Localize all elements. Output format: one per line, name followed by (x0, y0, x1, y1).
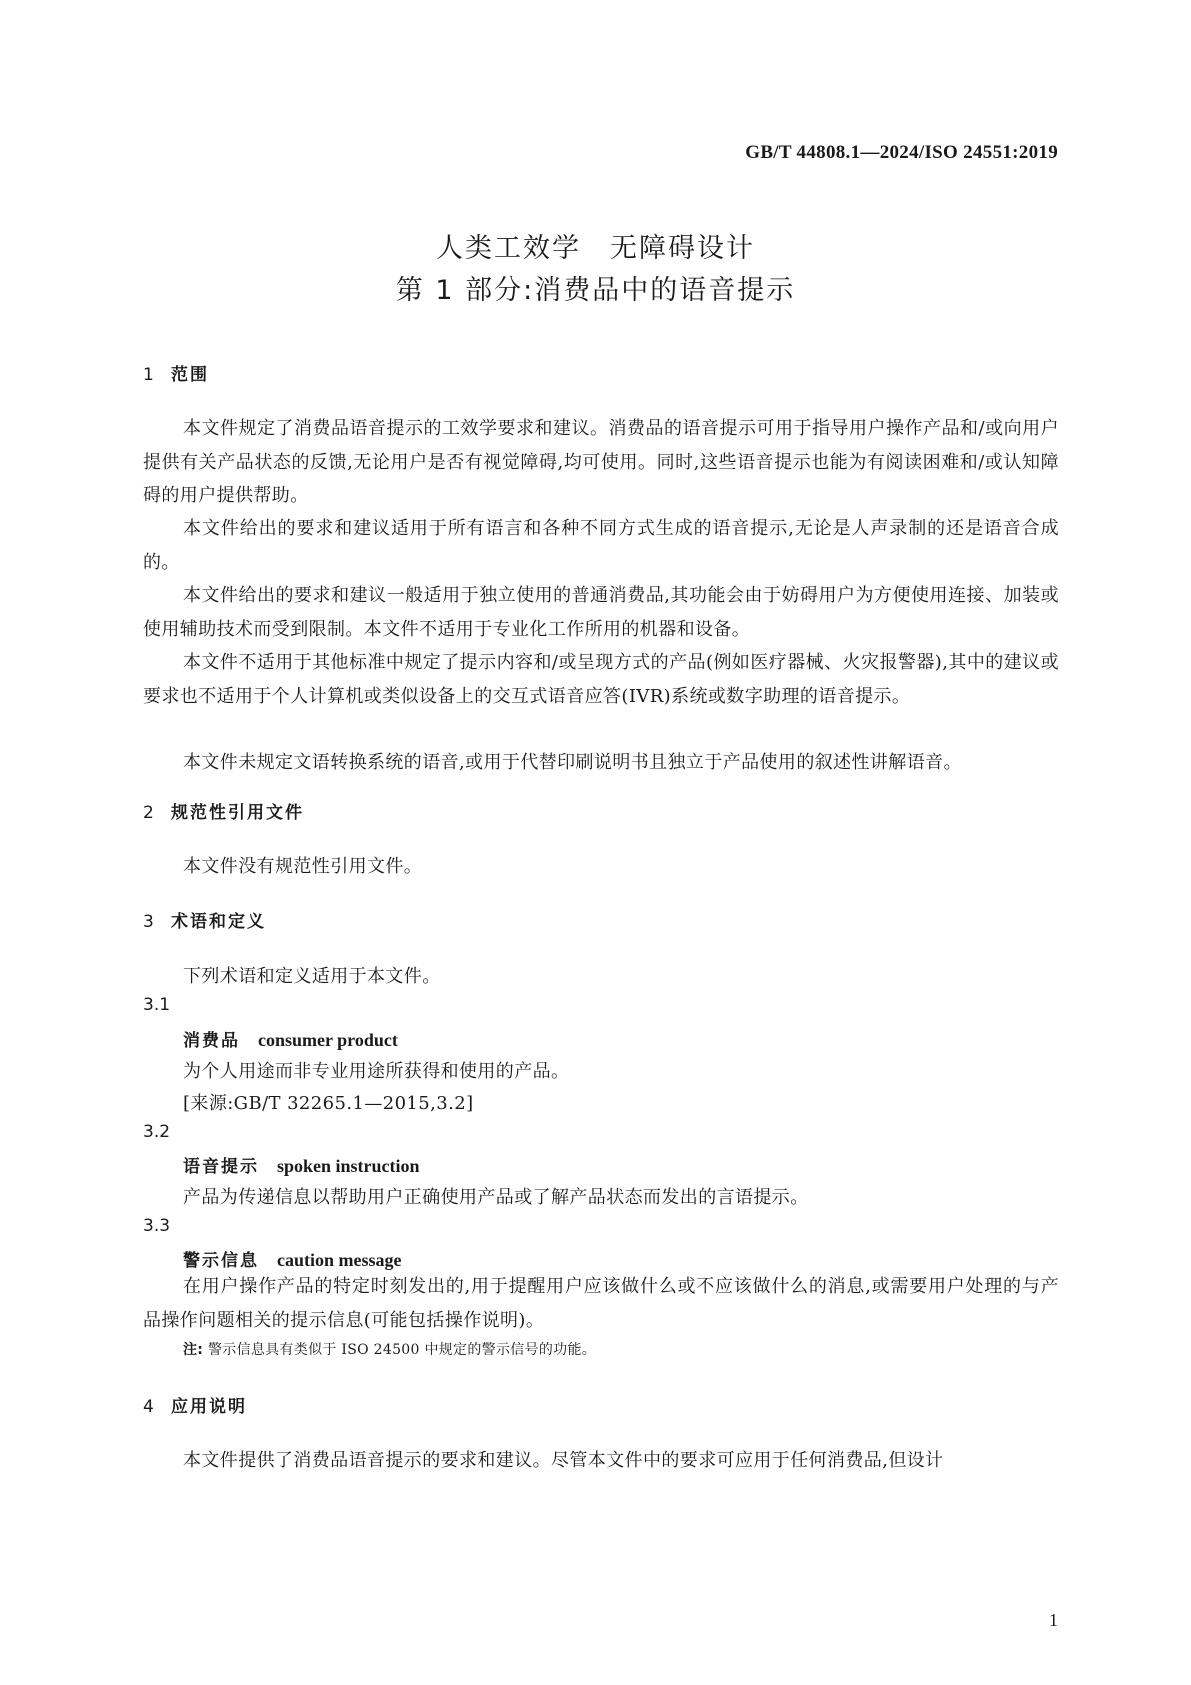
term-number: 3.1 (143, 995, 171, 1015)
standard-number: GB/T 44808.1—2024/ISO 24551:2019 (745, 142, 1058, 163)
section-1-paragraph-1: 本文件规定了消费品语音提示的工效学要求和建议。消费品的语音提示可用于指导用户操作产品和/或向用户提供有关产品状态的反馈,无论用户是否有视觉障碍,均可使用。同时,这些语音提示也能为有阅读困难和/或认知障碍的用户提供帮助。 (143, 418, 1059, 506)
section-title: 术语和定义 (171, 912, 266, 932)
term-definition: 在用户操作产品的特定时刻发出的,用于提醒用户应该做什么或不应该做什么的消息,或需要用户处理的与产品操作问题相关的提示信息(可能包括操作说明)。 (143, 1276, 1059, 1331)
section-2-text: 本文件没有规范性引用文件。 (183, 856, 423, 877)
section-2-heading (143, 798, 304, 823)
page-number: 1 (1049, 1610, 1058, 1630)
term-zh: 警示信息 (183, 1251, 259, 1271)
section-1-paragraph-5: 本文件未规定文语转换系统的语音,或用于代替印刷说明书且独立于产品使用的叙述性讲解语音。 (183, 752, 962, 773)
term-zh: 语音提示 (183, 1157, 259, 1177)
document-title-line2: 第 1 部分:消费品中的语音提示 (395, 275, 796, 306)
section-number: 4 (143, 1397, 156, 1417)
term-definition: 为个人用途而非专业用途所获得和使用的产品。 (183, 1061, 570, 1082)
term-number: 3.2 (143, 1122, 171, 1142)
section-1-paragraph-2: 本文件给出的要求和建议适用于所有语言和各种不同方式生成的语音提示,无论是人声录制的还是语音合成的。 (143, 518, 1059, 573)
section-title: 范围 (171, 365, 209, 385)
term-entry-consumer-product (183, 1026, 398, 1051)
term-en: consumer product (258, 1030, 398, 1050)
section-title: 应用说明 (171, 1397, 247, 1417)
term-en: spoken instruction (277, 1156, 420, 1176)
term-definition: 产品为传递信息以帮助用户正确使用产品或了解产品状态而发出的言语提示。 (183, 1187, 809, 1208)
section-number: 2 (143, 803, 156, 823)
term-en: caution message (277, 1250, 402, 1270)
section-1-paragraph-4: 本文件不适用于其他标准中规定了提示内容和/或呈现方式的产品(例如医疗器械、火灾报警器),其中的建议或要求也不适用于个人计算机或类似设备上的交互式语音应答(IVR)系统或数字助理的语音提示。 (143, 652, 1059, 707)
section-3-heading (143, 907, 266, 932)
document-title-line1: 人类工效学 无障碍设计 (436, 233, 755, 264)
section-4-heading (143, 1392, 247, 1417)
note-text: 警示信息具有类似于 ISO 24500 中规定的警示信号的功能。 (207, 1342, 597, 1358)
term-entry-caution-message (183, 1246, 402, 1271)
section-title: 规范性引用文件 (171, 803, 304, 823)
section-1-heading (143, 360, 209, 385)
section-number: 3 (143, 912, 156, 932)
term-entry-spoken-instruction (183, 1152, 420, 1177)
section-number: 1 (143, 365, 156, 385)
section-1-paragraph-3: 本文件给出的要求和建议一般适用于独立使用的普通消费品,其功能会由于妨碍用户为方便使用连接、加装或使用辅助技术而受到限制。本文件不适用于专业化工作所用的机器和设备。 (143, 585, 1059, 640)
term-zh: 消费品 (183, 1031, 240, 1051)
term-number: 3.3 (143, 1216, 171, 1236)
term-note (183, 1339, 596, 1359)
section-4-text: 本文件提供了消费品语音提示的要求和建议。尽管本文件中的要求可应用于任何消费品,但设计 (183, 1450, 944, 1471)
note-label: 注: (183, 1342, 204, 1358)
section-3-intro: 下列术语和定义适用于本文件。 (183, 966, 441, 987)
term-source: [来源:GB/T 32265.1—2015,3.2] (183, 1093, 474, 1114)
